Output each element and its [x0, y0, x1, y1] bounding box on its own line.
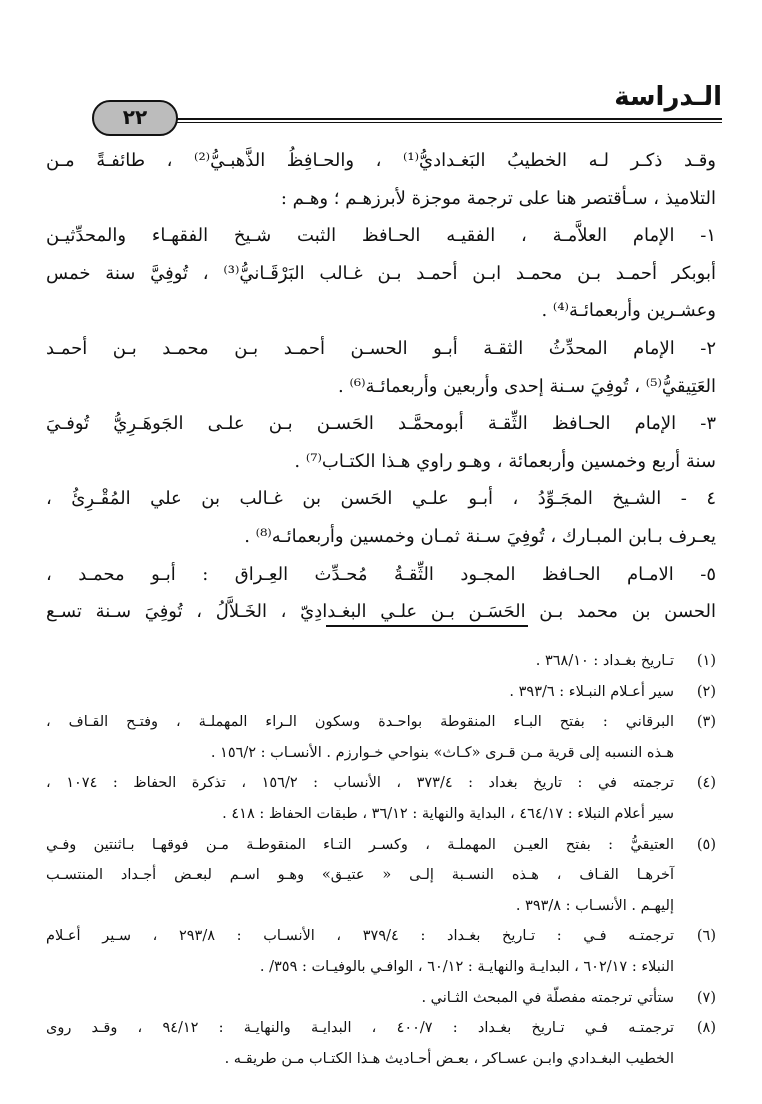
student-5-line: الحسن بن محمد بـن الحَسَـن بـن علـي البغـدادِيّ ، الخَـلاَّلُ ، تُوفِيَ سـنة تسـع — [46, 601, 716, 623]
footnote-line: النبلاء : ٦٠٢/١٧ ، البدايـة والنهايـة : ٦٠/١٢ ، الوافـي بالوفيـات : ٣٥٩/ . — [259, 958, 674, 975]
main-text — [46, 142, 716, 631]
footnote-line: سير أعـلام النبـلاء : ٣٩٣/٦ . — [509, 683, 674, 700]
student-1-line: وعشـرين وأربعمائـة⁽⁴⁾ . — [541, 300, 716, 322]
header-rule-thin — [164, 122, 722, 123]
footnote-line: ترجمته في : تاريخ بغداد : ٣٧٣/٤ ، الأنساب : ١٥٦/٢ ، تذكرة الحفاظ : ١٠٧٤ ، — [46, 775, 675, 792]
footnote-line: سير أعلام النبلاء : ٤٦٤/١٧ ، البداية والنهاية : ٣٦/١٢ ، طبقات الحفاظ : ٤١٨ . — [222, 805, 674, 822]
student-1-line: ١- الإمام العلاَّمـة ، الفقيـه الحـافظ الثبت شـيخ الفقهـاء والمحدِّثيـن — [46, 225, 716, 247]
footnote-2 — [46, 677, 716, 708]
footnote-divider — [326, 625, 528, 627]
footnote-number: (٢) — [696, 683, 716, 700]
page-header — [92, 80, 722, 132]
footnote-number: (٥) — [696, 836, 716, 853]
footnote-7 — [46, 983, 716, 1014]
student-3-line: ٣- الإمام الحـافظ الثِّقـة أبومحمَّـد الحَسـن بـن علـى الجَوهَـرِيُّ تُوفـيَ — [46, 413, 716, 435]
footnote-number: (٤) — [696, 775, 716, 792]
intro-line: وقـد ذكـر لـه الخطيبُ البَغـداديُّ⁽¹⁾ ، والحـافِظُ الذَّهبـيُّ⁽²⁾ ، طائفـةً مـن — [46, 150, 716, 171]
intro-line: التلاميذ ، سـأقتصر هنا على ترجمة موجزة لأبرزهـم ؛ وهـم : — [280, 187, 716, 209]
footnotes — [46, 646, 716, 1074]
student-3-line: سنة أربع وخمسين وأربعمائة ، وهـو راوي هـذا الكتـاب⁽⁷⁾ . — [294, 450, 716, 472]
student-2-line: العَتِيقيُّ⁽⁵⁾ ، تُوفِيَ سـنة إحدى وأربعين وأربعمائـة⁽⁶⁾ . — [338, 375, 716, 397]
footnote-line: تـاريخ بغـداد : ٣٦٨/١٠ . — [535, 653, 674, 669]
student-4-line: ٤ - الشـيخ المجَـوِّدُ ، أبـو علـي الحَسن بن غـالب بن علي المُقْـرِئُ ، — [46, 488, 717, 510]
student-2-line: ٢- الإمام المحدِّثُ الثقـة أبـو الحسـن أحمـد بـن محمـد بـن أحمـد — [46, 337, 716, 359]
footnote-line: إليهـم . الأنسـاب : ٣٩٣/٨ . — [515, 897, 674, 914]
footnote-8 — [46, 1013, 716, 1074]
student-4-line: يعـرف بـابن المبـارك ، تُوفِيَ سـنة ثمـان وخمسين وأربعمائـه⁽⁸⁾ . — [244, 525, 716, 547]
footnote-line: الخطيب البغـدادي وابـن عسـاكر ، بعـض أحـاديث هـذا الكتـاب مـن طريقـه . — [224, 1050, 674, 1067]
footnote-line: هـذه النسبه إلى قرية مـن قـرى «كـاث» بنواحي خـوارزم . الأنسـاب : ١٥٦/٢ . — [210, 744, 674, 761]
footnote-number: (٧) — [696, 989, 716, 1006]
footnote-number: (١) — [696, 653, 716, 669]
footnote-line: ترجمتـه فـي : تـاريخ بغـداد : ٣٧٩/٤ ، الأنسـاب : ٢٩٣/٨ ، سـير أعـلام — [46, 928, 674, 945]
footnote-line: العتيقيُّ : بفتح العيـن المهملـة ، وكسـر التـاء المنقوطـة مـن فوقهـا بـاثنتين وفـي — [46, 836, 674, 853]
footnote-line: ستأتي ترجمته مفصلّة في المبحث الثـاني . — [421, 989, 674, 1006]
footnote-3 — [46, 707, 716, 768]
student-1-line: أبوبكر أحمـد بـن محمـد ابـن أحمـد بـن غـالب البَرْقَـانيُّ⁽³⁾ ، تُوفِيَّ سنة خمس — [46, 262, 716, 284]
footnote-line: آخرهـا القـاف ، هـذه النسـبة إلـى « عتيـق» وهـو اسـم لبعـض أجـداد المنتسـب — [46, 867, 674, 884]
header-rule — [164, 118, 722, 120]
page-number: ٢٢ — [92, 100, 178, 136]
footnote-number: (٦) — [696, 928, 716, 945]
footnote-6 — [46, 921, 716, 982]
footnote-number: (٨) — [696, 1020, 716, 1037]
footnote-5 — [46, 830, 716, 922]
footnote-4 — [46, 768, 716, 829]
footnote-1 — [46, 646, 716, 677]
footnote-line: البرقاني : بفتح البـاء المنقوطة بواحـدة وسكون الـراء المهملـة ، وفتـح القـاف ، — [46, 714, 674, 731]
footnote-number: (٣) — [696, 714, 716, 731]
student-5-line: ٥- الامـام الحـافظ المجـود الثِّقـةُ مُحـدِّث العِـراق : أبـو محمـد ، — [46, 563, 716, 585]
footnote-line: ترجمتـه فـي تـاريخ بغـداد : ٤٠٠/٧ ، البدايـة والنهايـة : ٩٤/١٢ ، وقـد روى — [46, 1020, 675, 1037]
section-title: الـدراسة — [606, 82, 722, 112]
